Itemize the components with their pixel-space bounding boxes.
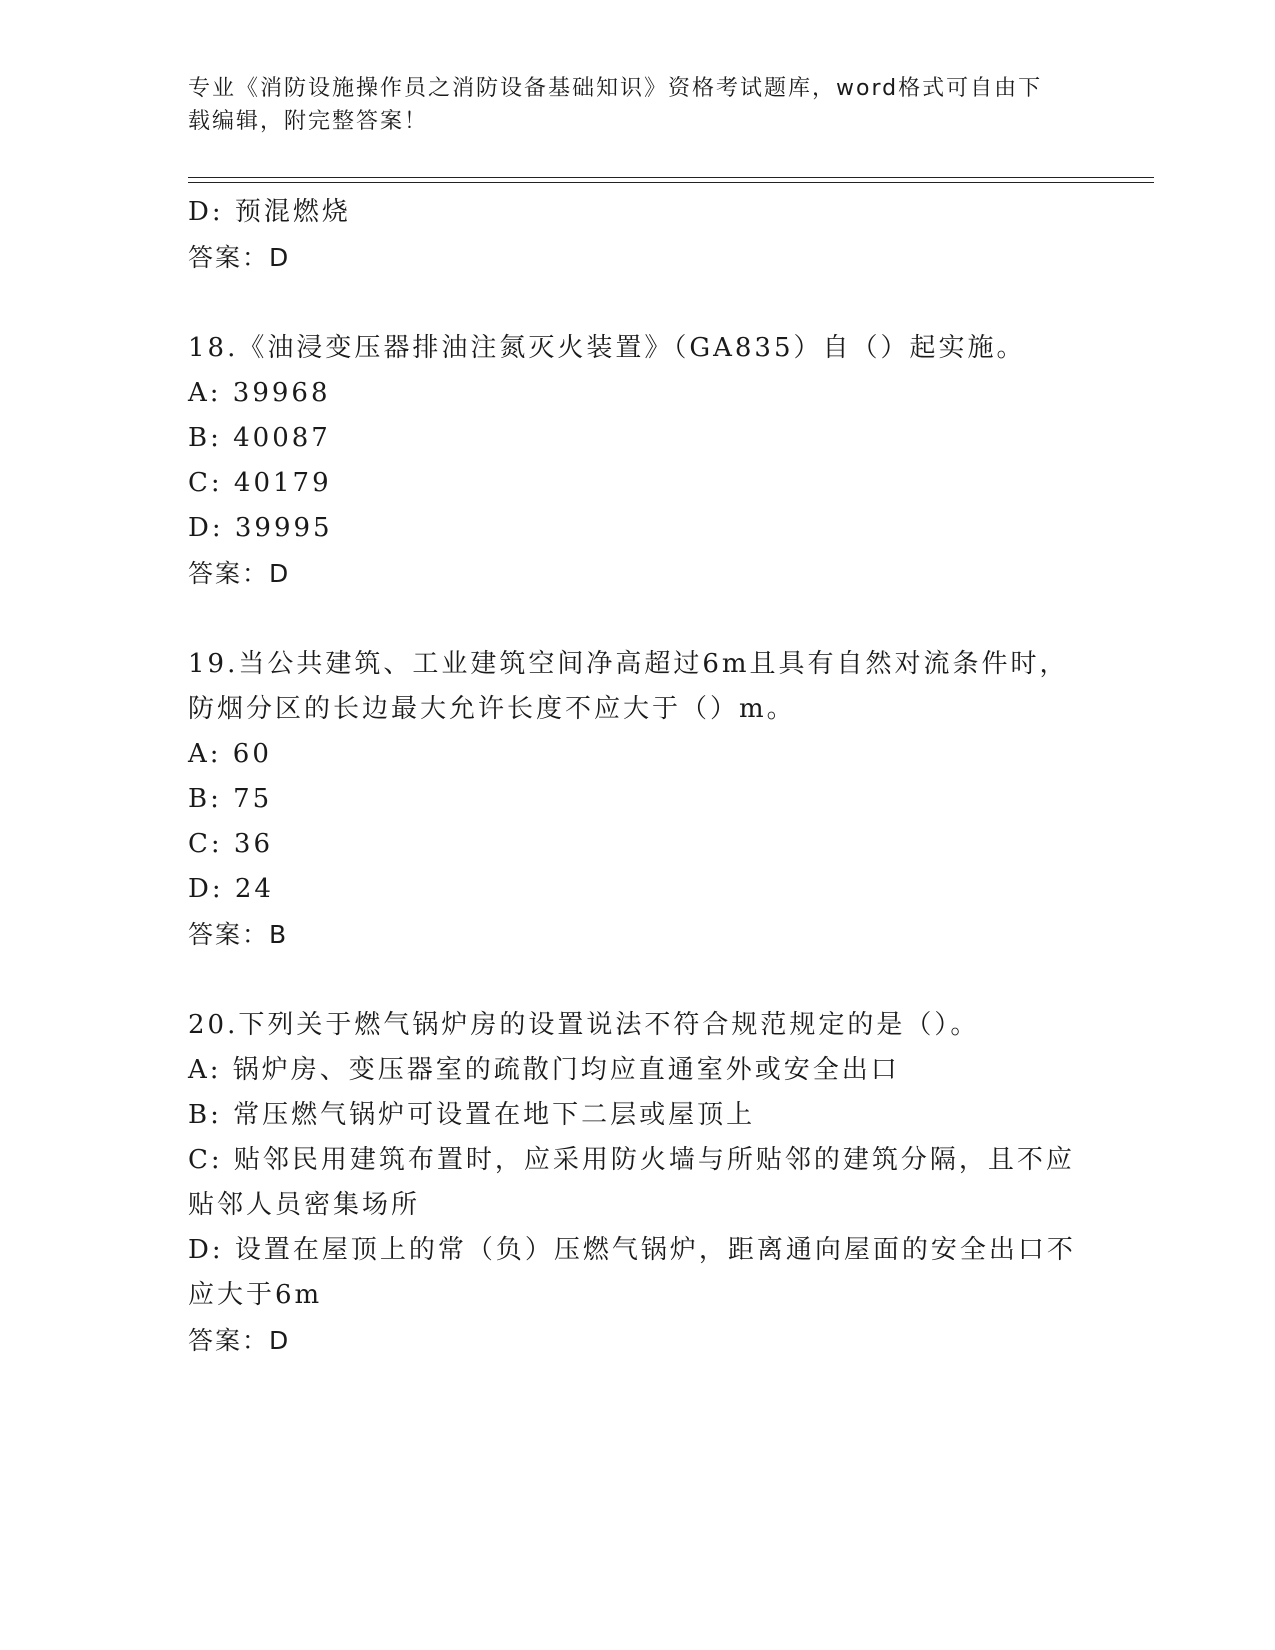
question-stem-continued: 防烟分区的长边最大允许长度不应大于（）m。 xyxy=(188,694,796,724)
document-header xyxy=(188,72,1068,138)
option-b: B: 常压燃气锅炉可设置在地下二层或屋顶上 xyxy=(188,1100,756,1130)
question-stem: 18.《油浸变压器排油注氮灭火装置》（GA835）自（）起实施。 xyxy=(188,333,1026,363)
spacer xyxy=(188,596,1088,642)
header-line-1: 专业《消防设施操作员之消防设备基础知识》资格考试题库，word格式可自由下 xyxy=(188,76,1043,101)
question-19 xyxy=(188,642,1088,957)
header-line-2: 载编辑，附完整答案！ xyxy=(188,109,429,134)
question-20 xyxy=(188,1003,1088,1363)
option-c: C: 贴邻民用建筑布置时，应采用防火墙与所贴邻的建筑分隔，且不应 xyxy=(188,1145,1075,1175)
answer: 答案：D xyxy=(188,243,291,272)
spacer xyxy=(188,280,1088,326)
answer: 答案：D xyxy=(188,1326,291,1355)
question-content xyxy=(188,190,1088,1363)
question-18 xyxy=(188,326,1088,596)
option-a: A: 60 xyxy=(188,739,272,769)
option-d-continued: 应大于6m xyxy=(188,1280,323,1310)
answer: 答案：D xyxy=(188,559,291,588)
question-stem: 20.下列关于燃气锅炉房的设置说法不符合规范规定的是（）。 xyxy=(188,1010,980,1040)
header-divider-bottom xyxy=(188,182,1154,183)
option-b: B: 40087 xyxy=(188,423,331,453)
option-a: A: 锅炉房、变压器室的疏散门均应直通室外或安全出口 xyxy=(188,1055,900,1085)
option-d: D: 24 xyxy=(188,874,274,904)
header-divider-top xyxy=(188,177,1154,178)
option-c: C: 36 xyxy=(188,829,274,859)
answer: 答案：B xyxy=(188,920,289,949)
option-d: D: 预混燃烧 xyxy=(188,197,351,227)
option-c: C: 40179 xyxy=(188,468,332,498)
option-c-continued: 贴邻人员密集场所 xyxy=(188,1190,421,1220)
option-a: A: 39968 xyxy=(188,378,331,408)
option-d: D: 39995 xyxy=(188,513,333,543)
question-stem: 19.当公共建筑、工业建筑空间净高超过6m且具有自然对流条件时， xyxy=(188,649,1069,679)
spacer xyxy=(188,957,1088,1003)
option-b: B: 75 xyxy=(188,784,273,814)
option-d: D: 设置在屋顶上的常（负）压燃气锅炉，距离通向屋面的安全出口不 xyxy=(188,1235,1076,1265)
